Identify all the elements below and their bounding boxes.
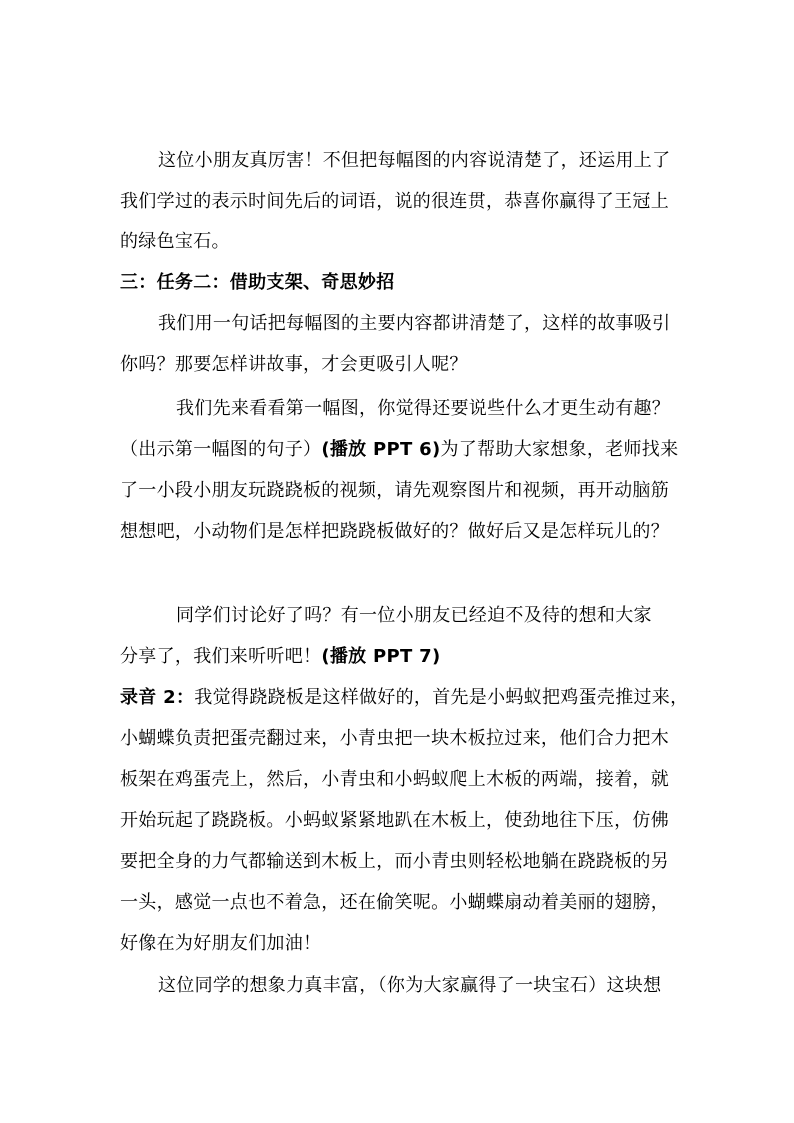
paragraph-line: 我们学过的表示时间先后的词语，说的很连贯，恭喜你赢得了王冠上 (120, 191, 669, 212)
paragraph-text: 我觉得跷跷板是这样做好的，首先是小蚂蚁把鸡蛋壳推过来， (194, 687, 689, 708)
paragraph-line (120, 438, 680, 462)
paragraph-line: 一头，感觉一点也不着急，还在偷笑呢。小蝴蝶扇动着美丽的翅膀， (120, 892, 669, 913)
ppt-cue: (播放 PPT 7) (321, 646, 441, 667)
paragraph-line: 要把全身的力气都输送到木板上，而小青虫则轻松地躺在跷跷板的另 (120, 851, 669, 872)
paragraph-line (120, 645, 680, 669)
paragraph-line: 好像在为好朋友们加油！ (120, 933, 322, 954)
paragraph-text: 分享了，我们来听听吧！ (120, 646, 322, 667)
paragraph-line: 你吗？那要怎样讲故事，才会更吸引人呢？ (120, 354, 468, 375)
paragraph-line: 开始玩起了跷跷板。小蚂蚁紧紧地趴在木板上，使劲地往下压，仿佛 (120, 810, 669, 831)
paragraph-text: 为了帮助大家想象，老师找来 (440, 439, 679, 460)
paragraph-line: 这位同学的想象力真丰富，（你为大家赢得了一块宝石）这块想 (158, 975, 662, 996)
paragraph-line: 这位小朋友真厉害！不但把每幅图的内容说清楚了，还运用上了 (158, 150, 671, 171)
paragraph-line: 板架在鸡蛋壳上，然后，小青虫和小蚂蚁爬上木板的两端，接着，就 (120, 769, 669, 790)
paragraph-line: 了一小段小朋友玩跷跷板的视频，请先观察图片和视频，再开动脑筋 (120, 480, 669, 501)
ppt-cue: (播放 PPT 6) (321, 439, 441, 460)
paragraph-line: 我们先来看看第一幅图，你觉得还要说些什么才更生动有趣？ (176, 398, 671, 419)
section-heading: 三：任务二：借助支架、奇思妙招 (120, 272, 395, 293)
paragraph-line: 同学们讨论好了吗？有一位小朋友已经迫不及待的想和大家 (176, 605, 652, 626)
paragraph-line: 小蝴蝶负责把蛋壳翻过来，小青虫把一块木板拉过来，他们合力把木 (120, 728, 669, 749)
paragraph-line: 我们用一句话把每幅图的主要内容都讲清楚了，这样的故事吸引 (158, 313, 671, 334)
paragraph-line: 想想吧，小动物们是怎样把跷跷板做好的？做好后又是怎样玩儿的？ (120, 521, 669, 542)
paragraph-line (120, 686, 689, 710)
recording-label: 录音 2： (120, 687, 195, 708)
paragraph-text: （出示第一幅图的句子） (120, 439, 322, 460)
paragraph-line: 的绿色宝石。 (120, 231, 230, 252)
